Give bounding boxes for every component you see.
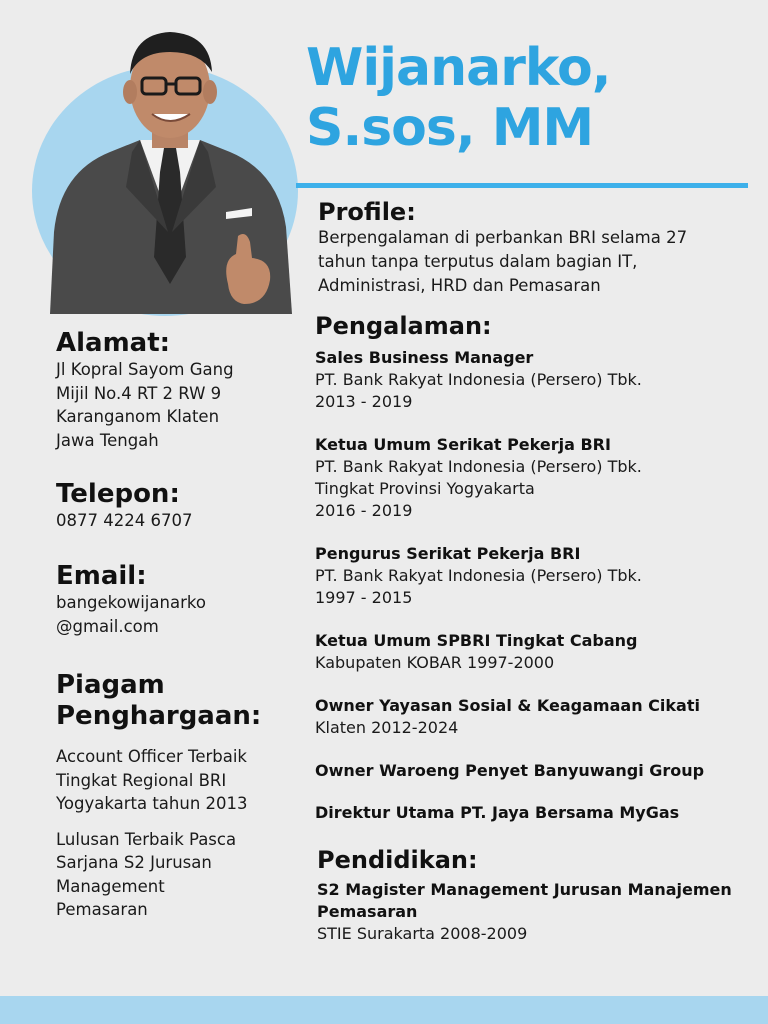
pengalaman-detail: PT. Bank Rakyat Indonesia (Persero) Tbk. [315, 566, 642, 585]
pengalaman-item [315, 760, 751, 782]
award-line: Lulusan Terbaik Pasca [56, 829, 237, 849]
pengalaman-detail: 1997 - 2015 [315, 588, 413, 607]
piagam-heading [56, 670, 292, 732]
pengalaman-detail: 2016 - 2019 [315, 501, 413, 520]
award-line: Pemasaran [56, 900, 148, 919]
pengalaman-title: Owner Yayasan Sosial & Keagamaan Cikati [315, 696, 700, 715]
profile-text [318, 226, 748, 298]
alamat-line: Jawa Tengah [56, 430, 159, 450]
award-line: Management [56, 876, 165, 896]
email-line: bangekowijanarko [56, 593, 206, 612]
pengalaman-detail: PT. Bank Rakyat Indonesia (Persero) Tbk. [315, 457, 642, 476]
email-line: @gmail.com [56, 616, 159, 636]
alamat-line: Jl Kopral Sayom Gang [56, 360, 234, 379]
alamat-text [56, 358, 292, 452]
telepon-section [56, 479, 292, 533]
alamat-heading: Alamat: [56, 328, 171, 358]
name-line-1: Wijanarko, [306, 38, 611, 98]
name-line-2: S.sos, MM [306, 98, 594, 158]
profile-heading: Profile: [318, 198, 416, 226]
profile-line: tahun tanpa terputus dalam bagian IT, [318, 252, 638, 271]
pengalaman-detail: Klaten 2012-2024 [315, 718, 459, 737]
profile-section [318, 198, 748, 298]
pengalaman-title: Ketua Umum SPBRI Tingkat Cabang [315, 631, 638, 650]
email-section [56, 561, 292, 638]
header-divider [296, 183, 748, 188]
pengalaman-list [315, 347, 751, 824]
profile-line: Administrasi, HRD dan Pemasaran [318, 276, 601, 295]
pengalaman-section [315, 312, 751, 824]
pengalaman-item [315, 630, 751, 674]
person-name [306, 38, 756, 158]
pengalaman-detail: Tingkat Provinsi Yogyakarta [315, 479, 535, 498]
pendidikan-heading: Pendidikan: [317, 846, 478, 874]
pendidikan-item [317, 879, 753, 945]
pengalaman-detail: Kabupaten KOBAR 1997-2000 [315, 653, 555, 672]
email-heading: Email: [56, 561, 147, 591]
alamat-line: Mijil No.4 RT 2 RW 9 [56, 383, 222, 403]
piagam-heading-line: Penghargaan: [56, 701, 262, 731]
piagam-heading-line: Piagam [56, 670, 165, 700]
pendidikan-title-line: S2 Magister Management Jurusan Manajemen [317, 880, 732, 899]
pendidikan-title-line: Pemasaran [317, 902, 418, 921]
piagam-section [56, 670, 292, 922]
pengalaman-item [315, 802, 751, 824]
pengalaman-title: Pengurus Serikat Pekerja BRI [315, 544, 581, 563]
email-value [56, 591, 292, 638]
pengalaman-detail: PT. Bank Rakyat Indonesia (Persero) Tbk. [315, 370, 642, 389]
pengalaman-title: Sales Business Manager [315, 348, 534, 367]
pengalaman-title: Owner Waroeng Penyet Banyuwangi Group [315, 761, 705, 780]
award-item [56, 745, 292, 816]
award-line: Account Officer Terbaik [56, 747, 247, 766]
profile-photo [40, 22, 302, 314]
alamat-section [56, 328, 292, 452]
pengalaman-item [315, 434, 751, 522]
pengalaman-detail: 2013 - 2019 [315, 392, 413, 411]
award-line: Sarjana S2 Jurusan [56, 853, 212, 872]
pendidikan-detail: STIE Surakarta 2008-2009 [317, 924, 528, 943]
pendidikan-section [317, 846, 753, 945]
award-line: Tingkat Regional BRI [56, 770, 227, 790]
pengalaman-title: Ketua Umum Serikat Pekerja BRI [315, 435, 611, 454]
alamat-line: Karanganom Klaten [56, 407, 220, 426]
pengalaman-title: Direktur Utama PT. Jaya Bersama MyGas [315, 803, 680, 822]
award-line: Yogyakarta tahun 2013 [56, 794, 248, 813]
award-item [56, 828, 292, 922]
pengalaman-heading: Pengalaman: [315, 312, 492, 340]
pengalaman-item [315, 543, 751, 609]
telepon-value: 0877 4224 6707 [56, 511, 193, 530]
pengalaman-item [315, 695, 751, 739]
profile-line: Berpengalaman di perbankan BRI selama 27 [318, 228, 688, 247]
pengalaman-item [315, 347, 751, 413]
telepon-heading: Telepon: [56, 479, 180, 509]
footer-bar [0, 996, 768, 1024]
